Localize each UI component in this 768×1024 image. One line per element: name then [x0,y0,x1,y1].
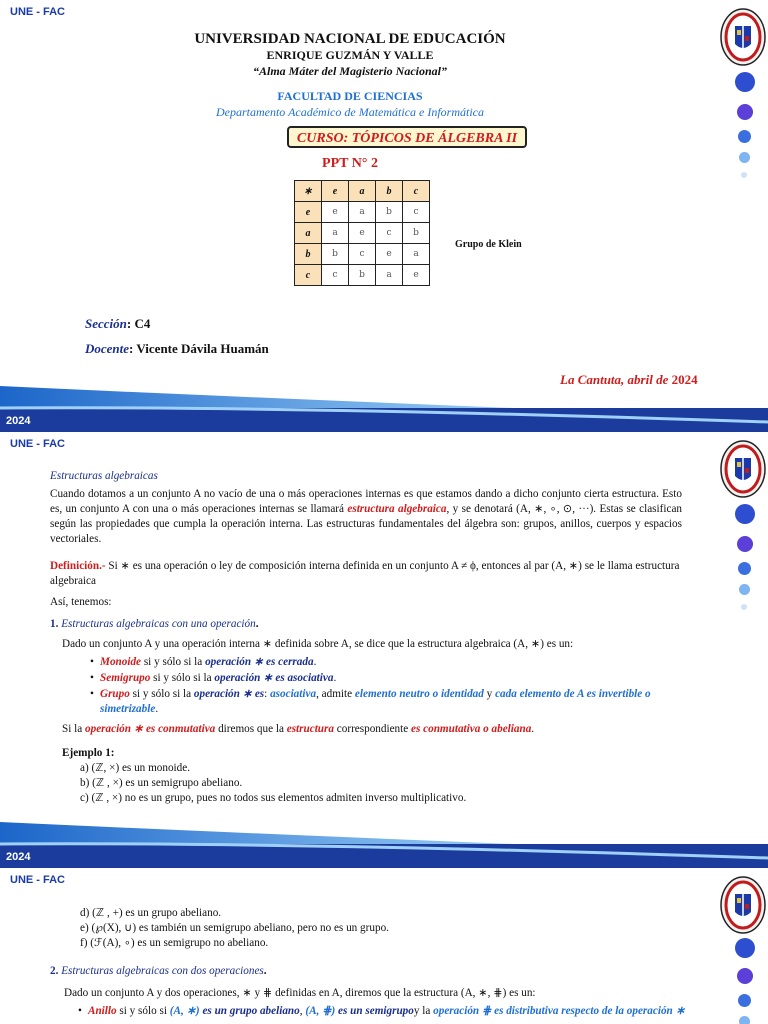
bullet-semigrupo [100,671,690,686]
grupo-admite: , admite [316,688,355,700]
date-text: La Cantuta, abril de [560,372,672,387]
item-2-text: Dado un conjunto A y dos operaciones, ∗ y ⋕ definidas en A, diremos que la estructura (A, ∗, ⋕) es un: [64,987,536,999]
klein-header-cell: a [295,223,322,244]
intro-text-2: , y se denotará (A, ∗, ∘, ⊙, ···). Estas se clasifican según las propiedades que cumpla la operación interna. Las estructuras fundamentales del álgebra son: grupos, anillos, cuerpos y espacios vectoriales. [50,503,683,545]
footer-wave [0,814,768,868]
slide-1 [0,0,768,432]
anillo-group-2: (A, ⋕) [305,1005,336,1017]
anillo-term: Anillo [88,1005,117,1017]
bullet-monoide [100,655,690,670]
example-a: a) (ℤ, ×) es un monoide. [80,762,191,774]
bullet-grupo [100,687,692,717]
grupo-text: si y sólo si la [129,688,194,700]
comm-abelian: es conmutativa o abeliana [411,723,532,735]
asi-tenemos: Así, tenemos: [50,596,112,608]
footer-year: 2024 [6,415,31,427]
comm-text-2: diremos que la [215,723,287,735]
klein-cell: a [403,244,430,265]
anillo-group-1: (A, ∗) [169,1005,200,1017]
klein-row [295,223,430,244]
item-1-dot: . [255,618,259,630]
comm-end: . [531,723,535,735]
intro-paragraph [50,487,682,547]
klein-cell: a [376,265,403,286]
klein-cell: e [376,244,403,265]
university-name-2: ENRIQUE GUZMÁN Y VALLE [266,48,434,62]
klein-cell: a [322,223,349,244]
item-1-title: Estructuras algebraicas con una operación [61,618,256,630]
definition-text: Si ∗ es una operación o ley de composición interna definida en un conjunto A ≠ ϕ, entonces al par (A, ∗) se le llama estructura algebraica [50,560,680,587]
monoide-text: si y sólo si la [141,656,206,668]
anillo-text: si y sólo si [116,1005,170,1017]
comm-operation: operación ∗ es conmutativa [85,723,216,735]
ppt-number: PPT N° 2 [322,156,378,171]
department-name: Departamento Académico de Matemática e Informática [215,105,485,119]
klein-cell: c [349,244,376,265]
footer-year: 2024 [6,851,31,863]
grupo-term: Grupo [100,688,130,700]
item-1-number: 1. [50,618,62,630]
klein-header-cell: c [403,181,430,202]
definition-paragraph [50,559,682,589]
klein-cell: e [403,265,430,286]
grupo-colon: : [264,688,271,700]
klein-header-cell: e [322,181,349,202]
grupo-neutral: elemento neutro o identidad [354,688,484,700]
semigrupo-end: . [333,672,337,684]
university-motto: “Alma Máter del Magisterio Nacional” [252,64,447,78]
klein-header-cell: b [376,181,403,202]
definition-label: Definición.- [50,560,106,572]
item-2-dot: . [263,965,267,977]
klein-cell: a [349,202,376,223]
item-2-title: Estructuras algebraicas con dos operaciones [61,965,264,977]
teacher-label: Docente [85,341,130,356]
klein-cell: e [322,202,349,223]
klein-group-label: Grupo de Klein [455,239,522,250]
klein-row [295,244,430,265]
klein-header-cell: b [295,244,322,265]
semigrupo-condition: operación ∗ es asociativa [214,672,334,684]
comm-text-1: Si la [62,723,85,735]
bullet-anillo [88,1004,708,1019]
klein-cell: b [322,244,349,265]
semigrupo-term: Semigrupo [100,672,151,684]
header-tag: UNE - FAC [10,874,65,886]
klein-row [295,202,430,223]
klein-cell: b [403,223,430,244]
slide-2 [0,432,768,868]
anillo-comma: , [299,1005,306,1017]
monoide-end: . [313,656,317,668]
anillo-group-1-desc: es un grupo abeliano [199,1005,300,1017]
klein-cell: b [376,202,403,223]
grupo-associative: asociativa [270,688,317,700]
monoide-term: Monoide [100,656,142,668]
anillo-group-2-desc: es un semigrupo [335,1005,414,1017]
intro-term: estructura algebraica [347,503,447,515]
university-name: UNIVERSIDAD NACIONAL DE EDUCACIÓN [194,31,506,47]
section-value: : C4 [126,316,151,331]
section-heading: Estructuras algebraicas [50,470,158,482]
example-1-title: Ejemplo 1: [62,747,115,759]
grupo-y: y [483,688,496,700]
klein-header-cell: ∗ [295,181,322,202]
semigrupo-text: si y sólo si la [150,672,215,684]
klein-header-cell: a [349,181,376,202]
klein-header-cell: c [295,265,322,286]
klein-row [295,265,430,286]
example-b: b) (ℤ , ×) es un semigrupo abeliano. [80,777,243,789]
klein-cell: c [403,202,430,223]
klein-row [295,181,430,202]
item-1-text: Dado un conjunto A y una operación interna ∗ definida sobre A, se dice que la estructura algebraica (A, ∗) es un: [62,638,574,650]
section-label: Sección [85,316,127,331]
header-tag: UNE - FAC [10,6,65,18]
klein-cell: c [322,265,349,286]
anillo-y: y la [413,1005,434,1017]
university-seal-icon [720,440,766,498]
date-year: 2024 [671,372,698,387]
commutative-paragraph [62,722,692,737]
footer-wave [0,378,768,432]
klein-group-table [294,180,430,286]
klein-header-cell: e [295,202,322,223]
example-e: e) (℘(X), ∪) es también un semigrupo abeliano, pero no es un grupo. [80,922,389,934]
university-seal-icon [720,876,766,934]
monoide-condition: operación ∗ es cerrada [205,656,314,668]
intro-text-1: Cuando dotamos a un conjunto A no vacío de una o más operaciones internas es que estamos dando a dicho conjunto cierta estructura. Esto es, un conjunto A con una o más operaciones internas se llamará [50,488,682,515]
example-f: f) (ℱ(A), ∘) es un semigrupo no abeliano. [80,937,269,949]
teacher-value: : Vicente Dávila Huamán [129,341,269,356]
grupo-inverse: cada elemento de A es invertible o simetrizable [100,688,651,715]
example-d: d) (ℤ , +) es un grupo abeliano. [80,907,222,919]
faculty-name: FACULTAD DE CIENCIAS [277,89,423,103]
item-1-heading [50,617,259,632]
klein-cell: e [349,223,376,244]
klein-cell: b [349,265,376,286]
slide-3 [0,868,768,1024]
klein-cell: c [376,223,403,244]
anillo-distributive: operación ⋕ es distributiva respecto de la operación ∗ [433,1005,685,1017]
header-tag: UNE - FAC [10,438,65,450]
course-title-box: CURSO: TÓPICOS DE ÁLGEBRA II [287,126,527,148]
university-seal-icon [720,8,766,66]
section-line [85,316,150,332]
item-2-heading [50,964,267,979]
comm-text-3: correspondiente [333,723,412,735]
comm-structure: estructura [286,723,334,735]
teacher-line [85,341,269,357]
example-c: c) (ℤ , ×) no es un grupo, pues no todos sus elementos admiten inverso multiplicativo. [80,792,467,804]
grupo-end: . [155,703,159,715]
item-2-number: 2. [50,965,62,977]
grupo-condition: operación ∗ es [193,688,265,700]
